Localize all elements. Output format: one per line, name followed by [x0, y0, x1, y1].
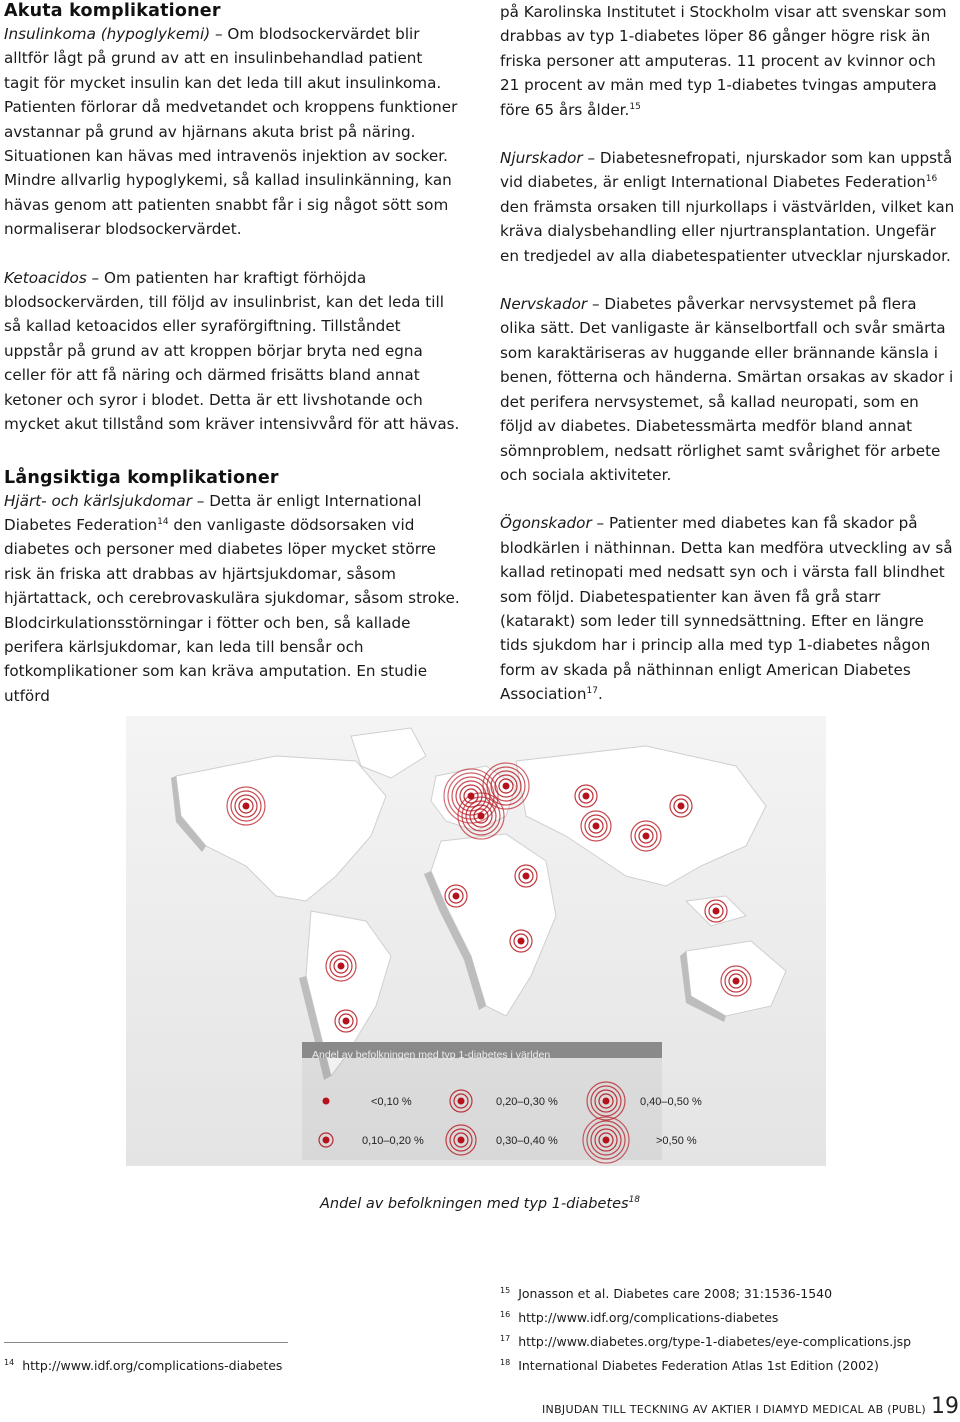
- map-marker: [326, 951, 356, 981]
- footnote-number: 14: [4, 1358, 15, 1367]
- figure-caption: [0, 1196, 960, 1212]
- footnote-text: Jonasson et al. Diabetes care 2008; 31:1536-1540: [518, 1286, 833, 1302]
- lead-kidney: Njurskador: [500, 149, 583, 168]
- paragraph-heart: [4, 489, 460, 709]
- map-marker: [631, 821, 661, 851]
- footnote-number: 16: [500, 1310, 511, 1319]
- footnote-text: International Diabetes Federation Atlas 1st Edition (2002): [518, 1358, 879, 1374]
- footnote-text: http://www.idf.org/complications-diabetes: [22, 1358, 283, 1374]
- footnote-14: [4, 1355, 282, 1374]
- footnote-16: [500, 1307, 778, 1326]
- legend-label-5: 0,40–0,50 %: [640, 1096, 702, 1108]
- text-kidney-a: – Diabetesnefropati, njurskador som kan uppstå vid diabetes, är enligt International Diabetes Federation: [500, 149, 953, 192]
- footnote-ref-16: 16: [925, 174, 938, 185]
- heading-longterm-complications: Långsiktiga komplikationer: [4, 467, 279, 488]
- paragraph-ketoacidos: [4, 266, 460, 437]
- footnote-ref-15: 15: [629, 101, 641, 112]
- legend-label-6: >0,50 %: [656, 1135, 697, 1147]
- footnote-number: 17: [500, 1334, 511, 1343]
- text-eye-b: .: [597, 685, 603, 704]
- footnote-number: 18: [500, 1358, 511, 1367]
- paragraph-eye: [500, 511, 956, 706]
- paragraph-insulinkoma: [4, 22, 460, 242]
- text-kidney-b: den främsta orsaken till njurkollaps i västvärlden, vilket kan kräva dialysbehandling eller njurtransplantation. Ungefär en tredjedel av alla diabetespatienter utvecklar njurskador.: [500, 197, 955, 265]
- left-column: [4, 0, 460, 708]
- caption-text: Andel av befolkningen med typ 1-diabetes: [319, 1196, 629, 1212]
- heading-acute-complications: Akuta komplikationer: [4, 1, 221, 21]
- legend-label-3: 0,20–0,30 %: [496, 1096, 558, 1108]
- page-footer: INBJUDAN TILL TECKNING AV AKTIER I DIAMYD MEDICAL AB (PUBL): [542, 1403, 926, 1416]
- footnote-rule: [4, 1342, 288, 1343]
- footnote-text: http://www.idf.org/complications-diabetes: [518, 1310, 779, 1326]
- right-column: [500, 0, 956, 707]
- page-number: 19: [931, 1394, 959, 1419]
- text-heart-b: den vanligaste dödsorsaken vid diabetes och personer med diabetes löper mycket större risk än friska att drabbas av hjärtsjukdomar, såsom hjärtattack, och cerebrovaskulära sjukdomar, såsom stroke. Blodcirkulationsstörningar i fötter och ben, så kallade perifera kärlsjukdomar, kan leda till bensår och fotkomplikationer som kan kräva amputation. En studie utförd: [4, 515, 460, 705]
- paragraph-amputation: [500, 0, 956, 122]
- lead-ketoacidos: Ketoacidos: [4, 268, 87, 287]
- footnote-ref-14: 14: [157, 516, 169, 527]
- footnote-15: [500, 1283, 832, 1302]
- footnote-17: [500, 1331, 911, 1350]
- text-nerve: – Diabetes påverkar nervsystemet på flera olika sätt. Det vanligaste är känselbortfall och svår smärta som karaktäriseras av huggande eller brännande känsla i benen, fötterna och händerna. Smärtan orsakas av skador i det perifera nervsystemet, så kallad neuropati, som en följd av diabetes. Diabetessmärta medför bland annat sömnproblem, nedsatt rörlighet samt svårighet för arbete och sociala aktiviteter.: [500, 295, 954, 484]
- footnote-18: [500, 1355, 879, 1374]
- legend-title: Andel av befolkningen med typ 1-diabetes i världen: [312, 1049, 551, 1061]
- map-marker: [721, 966, 751, 996]
- footnote-text: http://www.diabetes.org/type-1-diabetes/eye-complications.jsp: [518, 1334, 912, 1350]
- paragraph-kidney: [500, 146, 956, 268]
- footnote-number: 15: [500, 1286, 511, 1295]
- lead-heart: Hjärt- och kärlsjukdomar: [4, 491, 192, 510]
- lead-insulinkoma: Insulinkoma (hypoglykemi): [4, 25, 211, 43]
- legend-marker: [323, 1098, 330, 1105]
- paragraph-nerve: [500, 292, 956, 487]
- lead-nerve: Nervskador: [500, 295, 588, 314]
- text-ketoacidos: – Om patienten har kraftigt förhöjda blodsockervärden, till följd av insulinbrist, kan det leda till så kallad ketoacidos eller syraförgiftning. Tillståndet uppstår på grund av att kroppen börjar bryta ned egna celler för att få näring och därmed frisätts bland annat ketoner och syror i blodet. Detta är ett livshotande och mycket akut tillstånd som kräver intensivvård för att hävas.: [4, 268, 460, 434]
- world-map-image: [126, 716, 826, 1166]
- footnote-ref-17: 17: [586, 686, 598, 697]
- legend-marker: [446, 1125, 476, 1155]
- lead-eye: Ögonskador: [500, 514, 592, 533]
- world-map-figure: [126, 716, 826, 1166]
- legend-label-4: 0,30–0,40 %: [496, 1135, 558, 1147]
- legend-label-1: <0,10 %: [371, 1096, 412, 1108]
- text-eye-a: – Patienter med diabetes kan få skador på blodkärlen i näthinnan. Detta kan medföra utveckling av så kallad retinopati med nedsatt syn och i värsta fall blindhet som följd. Diabetespatienter kan även få grå starr (katarakt) som leder till synnedsättning. Efter en längre tids sjukdom har i princip alla med typ 1-diabetes någon form av skada på näthinnan enligt American Diabetes Association: [500, 514, 953, 704]
- map-marker: [581, 811, 611, 841]
- text-amputation: på Karolinska Institutet i Stockholm visar att svenskar som drabbas av typ 1-diabetes löper 86 gånger högre risk än friska personer att amputeras. 11 procent av kvinnor och 21 procent av män med typ 1-diabetes tvingas amputera före 65 års ålder.: [500, 3, 947, 119]
- text-insulinkoma: – Om blodsockervärdet blir alltför lågt på grund av att en insulinbehandlad patient tagit för mycket insulin kan det leda till akut insulinkoma. Patienten förlorar då medvetandet och kroppens funktioner avstannar på grund av hjärnans akuta brist på näring. Situationen kan hävas med intravenös injektion av socker. Mindre allvarlig hypoglykemi, så kallad insulinkänning, kan hävas genom att patienten snabbt får i sig något sött som normaliserar blodsockervärdet.: [4, 25, 458, 239]
- text-heart-a: – Detta är enligt International Diabetes Federation: [4, 491, 422, 534]
- footnote-ref-18: 18: [628, 1195, 641, 1206]
- legend-label-2: 0,10–0,20 %: [362, 1135, 424, 1147]
